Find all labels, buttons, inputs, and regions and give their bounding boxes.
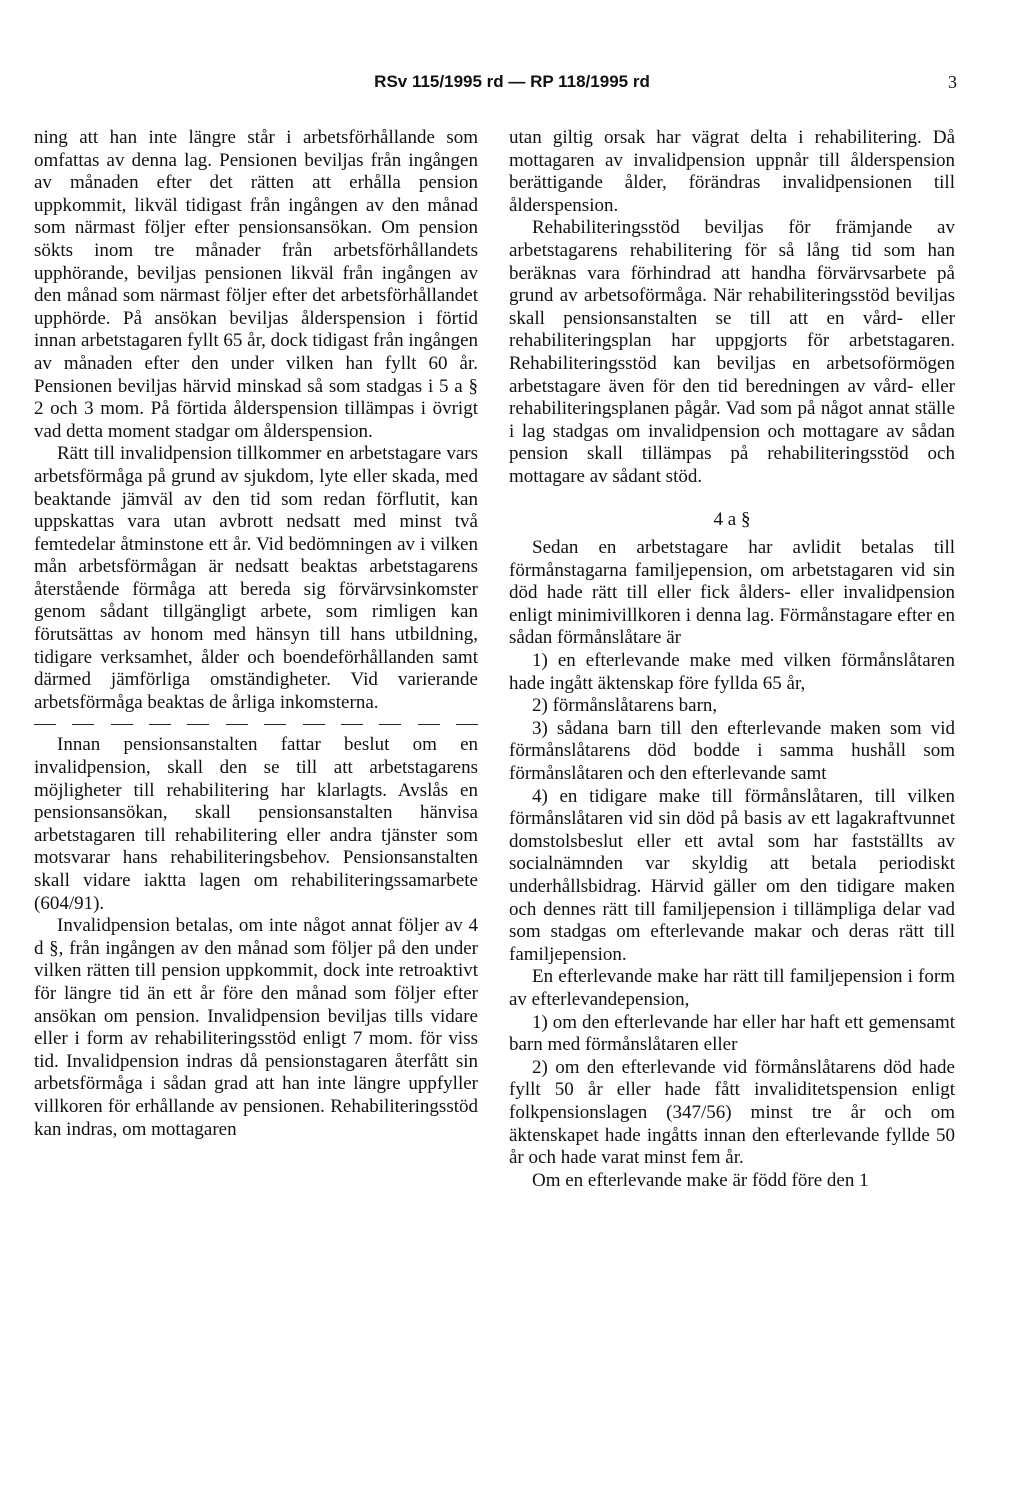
page-header — [0, 72, 1024, 102]
list-item: 4) en tidigare make till förmånslåtaren, till vilken förmånslåtaren vid sin död på basis av ett lagakraftvunnet domstolsbeslut eller ett avtal som har fastställts av socialnämnden var skyldig att betala periodiskt underhållsbidrag. Härvid gäller om den tidigare maken och dennes rätt till familjepension i tillämpliga delar vad som stadgas om efterlevande makar och deras rätt till familjepension. — [509, 785, 955, 965]
list-item: 2) förmånslåtarens barn, — [532, 695, 718, 717]
paragraph: utan giltig orsak har vägrat delta i rehabilitering. Då mottagaren av invalidpension uppnår till ålderspension berättigande ålder, förändras invalidpensionen till ålderspension. — [509, 127, 955, 216]
paragraph: Rätt till invalidpension tillkommer en arbetstagare vars arbetsförmåga på grund av sjukdom, lyte eller skada, med beaktande jämväl av den tid som redan förflutit, kan uppskattas vara utan avbrott nedsatt med minst två femtedelar åtminstone ett år. Vid bedömningen av i vilken mån arbetsförmågan är nedsatt beaktas arbetstagarens återstående förmåga att bereda sig förvärvsinkomster genom sådant tillgängligt arbete, som rimligen kan förutsättas av honom med hänsyn till hans utbildning, tidigare verksamhet, ålder och boendeförhållanden samt därmed jämförliga omständigheter. Vid varierande arbetsförmåga beaktas de årliga inkomsterna. — [34, 443, 478, 713]
paragraph: Invalidpension betalas, om inte något annat följer av 4 d §, från ingången av den månad som följer på den under vilken rätten till pension uppkommit, dock inte retroaktivt för längre tid än ett år före den månad som följer efter ansökan om pension. Invalidpension beviljas tills vidare eller i form av rehabiliteringsstöd enligt 7 mom. för viss tid. Invalidpension indras då pensionstagaren återfått sin arbetsförmåga i sådan grad att han inte längre uppfyller villkoren för erhållande av pensionen. Rehabiliteringsstöd kan indras, om mottagaren — [34, 915, 478, 1140]
paragraph: Rehabiliteringsstöd beviljas för främjande av arbetstagarens rehabilitering för så lång tid som han beräknas vara förhindrad att handha förvärvsarbete på grund av arbetsoförmåga. När rehabiliteringsstöd beviljas skall pensionsanstalten se till att en vård- eller rehabiliteringsplan har uppgjorts för arbetstagaren. Rehabiliteringsstöd kan beviljas en arbetsoförmögen arbetstagare även för den tid beredningen av vård- eller rehabiliteringsplanen pågår. Vad som på något annat ställe i lag stadgas om invalidpension och mottagare av sådan pension skall tillämpas på rehabiliteringsstöd och mottagare av sådant stöd. — [509, 217, 955, 487]
right-column — [509, 127, 955, 1192]
left-column — [34, 127, 478, 1141]
list-item: 2) om den efterlevande vid förmånslåtarens död hade fyllt 50 år eller hade fått invaliditetspension enligt folkpensionslagen (347/56) minst tre år och om äktenskapet hade ingåtts innan den efterlevande fyllde 50 år och hade varat minst fem år. — [509, 1056, 955, 1169]
header-title: RSv 115/1995 rd — RP 118/1995 rd — [374, 72, 650, 91]
page-number: 3 — [948, 72, 957, 92]
list-item: 1) en efterlevande make med vilken förmånslåtaren hade ingått äktenskap före fyllda 65 år, — [509, 650, 955, 694]
list-item: 3) sådana barn till den efterlevande maken som vid förmånslåtarens död bodde i samma hushåll som förmånslåtaren och den efterlevande samt — [509, 717, 955, 785]
paragraph: Innan pensionsanstalten fattar beslut om en invalidpension, skall den se till att arbetstagarens möjligheter till rehabilitering har klarlagts. Avslås en pensionsansökan, skall pensionsanstalten hänvisa arbetstagaren till rehabilitering eller andra tjänster som motsvarar hans rehabiliteringsbehov. Pensionsanstalten skall vidare iaktta lagen om rehabiliteringssamarbete (604/91). — [34, 734, 478, 914]
section-heading: 4 a § — [713, 508, 751, 530]
paragraph: Sedan en arbetstagare har avlidit betalas till förmånstagarna familjepension, om arbetstagaren vid sin död hade rätt till eller fick ålders- eller invalidpension enligt minimivillkoren i denna lag. Förmånstagare efter en sådan förmånslåtare är — [509, 537, 955, 649]
paragraph: En efterlevande make har rätt till familjepension i form av efterlevandepension, — [509, 966, 955, 1010]
paragraph: ning att han inte längre står i arbetsförhållande som omfattas av denna lag. Pensionen beviljas från ingången av månaden efter det rätten att erhålla pension uppkommit, likväl tidigast från ingången av den månad som närmast följer efter pensionsansökan. Om pension sökts inom tre månader från arbetsförhållandets upphörande, beviljas pensionen likväl från ingången av den månad som närmast följer efter det arbetsförhållandet upphörde. På ansökan beviljas ålderspension i förtid innan arbetstagaren fyllt 65 år, dock tidigast från ingången av månaden efter den under vilken han fyllt 60 år. Pensionen beviljas härvid minskad så som stadgas i 5 a § 2 och 3 mom. På förtida ålderspension tillämpas i övrigt vad detta moment stadgar om ålderspension. — [34, 127, 479, 442]
paragraph: Om en efterlevande make är född före den 1 — [532, 1169, 869, 1191]
list-item: 1) om den efterlevande har eller har haft ett gemensamt barn med förmånslåtaren eller — [509, 1011, 955, 1056]
